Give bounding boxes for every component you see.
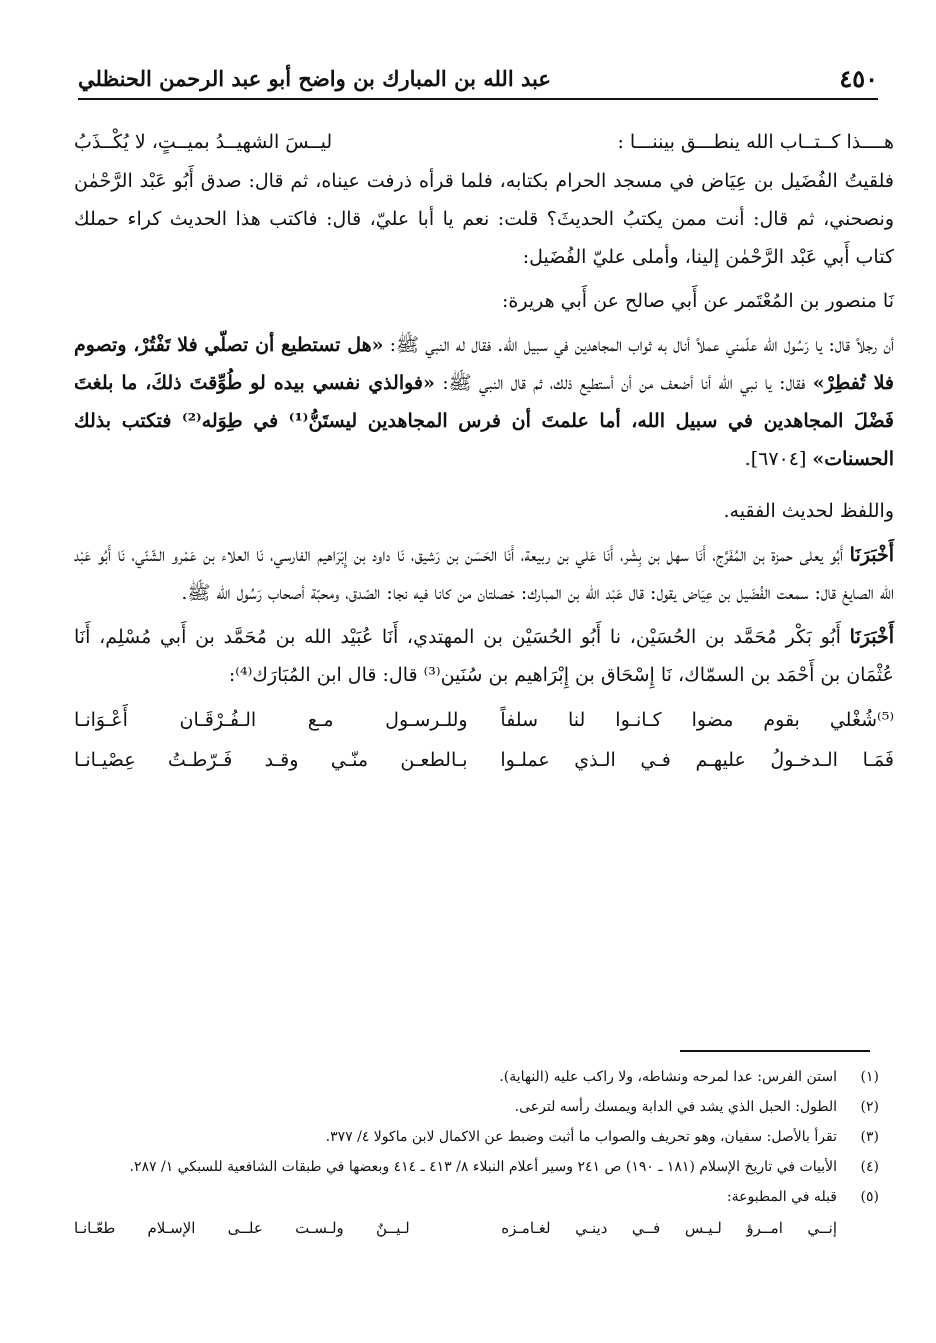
hadith-quote-1: «هل تستطيع أن تصلّي فلا تَفْتُرْ، وتصوم فلا تُفطِرْ» <box>74 334 894 394</box>
poem <box>74 700 894 780</box>
footnote-number: (٥) <box>860 1189 879 1205</box>
footnote <box>74 1092 879 1122</box>
page-number: ٤٥٠ <box>839 63 878 93</box>
paragraph-fudayl: فلقيتُ الفُضَيل بن عِيَاض في مسجد الحرام بكتابه، فلما قرأه ذرفت عيناه، ثم قال: صدق أَبُو عَبْد الرَّحْمٰن ونصحني، ثم قال: أنت ممن يكتبُ الحديثَ؟ قلت: نعم يا أبا عليّ، قال: فاكتب هذا الحديث كراء حملك كتاب أَبي عَبْد الرَّحْمٰن إلينا، وأملى عليّ الفُضَيل: <box>74 170 894 268</box>
footnote <box>74 1122 879 1152</box>
footnote-verse <box>74 1212 879 1244</box>
verse-left-hemistich: ليــسَ الشهيــدُ بميــتٍ، لا يُكْــذَبُ <box>74 131 333 153</box>
footnote-verse-left: لـيــنٌ ولـسـت علــى الإسـلام طعّـانـا <box>74 1219 410 1237</box>
poem-left-hemistich: وللـرسـول مـع الـفُـرْقَـان أَعْـوَانـا <box>74 709 468 731</box>
footnote-number: (٣) <box>860 1129 879 1145</box>
report-2-text: أَبُو بَكْر مُحَمَّد بن الحُسَيْن، نا أَبُو الحُسَيْن بن المهتدي، أَنَا عُبَيْد الله بن مُحَمَّد بن أَبي مُسْلِم، أَنَا عُثْمَان بن أَحْمَد بن السمّاك، نَا إِسْحَاق بن إِبْرَاهيم بن سُنَين⁽³⁾ قال: قال ابن المُبَارَك⁽⁴⁾: <box>74 626 894 686</box>
akhbarana-label: أَخْبَرَنَا <box>849 626 894 648</box>
footnote-number: (١) <box>860 1069 879 1085</box>
hadith-middle: فقال: يا نبي الله أنا أضعف من أن أستطيع ذلك، ثم قال النبي ﷺ: <box>434 372 813 394</box>
paragraph-report-1 <box>74 536 894 612</box>
poem-left-hemistich: بـالطعـن منّـي وقـد فَـرّطـتُ عِصْيـانـا <box>74 749 468 771</box>
paragraph-hadith <box>74 326 894 478</box>
page-header <box>78 58 878 100</box>
footnote-number: (٤) <box>860 1159 879 1175</box>
footnote-text: تقرأ بالأصل: سفيان، وهو تحريف والصواب ما أثبت وضبط عن الاكمال لابن ماكولا ٤/ ٣٧٧. <box>325 1129 837 1145</box>
verse-right-hemistich: هــــذا كــتــاب الله ينطـــق بيننـــا : <box>617 131 894 153</box>
footnote <box>74 1062 879 1092</box>
hadith-intro: أن رجلاً قال: يا رَسُول الله علّمني عملاً أنال به ثواب المجاهدين في سبيل الله. فقال له النبي ﷺ: <box>383 334 894 356</box>
hadith-quote-2: «فوالذي نفسي بيده لو طُوِّقتَ ذلكَ، ما بلغتَ فَضْلَ المجاهدين في سبيل الله، أما علمتَ أن فرس المجاهدين ليستَنُّ⁽¹⁾ في طِوَله⁽²⁾ فتكتب بذلك الحسنات» <box>74 372 895 470</box>
footnote-text: الأبيات في تاريخ الإسلام (١٨١ ـ ١٩٠) ص ٢٤١ وسير أعلام النبلاء ٨/ ٤١٣ ـ ٤١٤ وبعضها في طبقات الشافعية للسبكي ١/ ٢٨٧. <box>129 1159 837 1175</box>
poem-line <box>74 700 894 740</box>
footnote-text: استن الفرس: عدا لمرحه ونشاطه، ولا راكب عليه (النهاية). <box>499 1069 837 1085</box>
footnotes <box>74 1062 879 1244</box>
opening-verse <box>74 122 894 162</box>
hadith-reference: [٦٧٠٤]. <box>744 448 807 470</box>
footnote-number: (٢) <box>860 1099 879 1115</box>
footnote-text: قبله في المطبوعة: <box>726 1189 837 1205</box>
poem-right-hemistich: فَمَـا الـدخـولُ عليهـم فـي الـذي عملـوا <box>500 749 894 771</box>
poem-right-hemistich: ⁽⁵⁾شُغْلي بقوم مضوا كـانـوا لنا سلفاً <box>500 709 894 731</box>
poem-line <box>74 740 894 780</box>
paragraph-report-2 <box>74 618 894 694</box>
paragraph-wording-note: واللفظ لحديث الفقيه. <box>723 500 894 522</box>
paragraph-isnad: نَا منصور بن المُعْتَمر عن أَبي صالح عن أَبي هريرة: <box>502 290 894 312</box>
footnote-separator <box>680 1050 870 1052</box>
report-1-text: أَبُو يعلى حمزة بن المُفَرَّج، أَنَا سهل بن بِشْر، أَنَا عَلي بن ربيعة، أَنَا الحَسَن بن رَشيق، نَا داود بن إِبْرَاهيم الفارسي، نَا العلاء بن عَمْرو الشّنّي، نَا أَبُو عَبْد الله الصايغ قال: سمعت الفُضَيل بن عِيَاض يقول: قال عَبْد الله بن المبارك: خصلتان من كانا فيه نجا: الصّدق، ومحبّة أصحاب رَسُول الله ﷺ. <box>74 544 894 604</box>
footnote-text: الطول: الحبل الذي يشد في الدابة ويمسك رأسه لترعى. <box>514 1099 837 1115</box>
running-title: عبد الله بن المبارك بن واضح أبو عبد الرحمن الحنظلي <box>78 65 551 91</box>
footnote <box>74 1152 879 1182</box>
akhbarana-label: أَخْبَرَنَا <box>849 544 894 566</box>
main-text <box>74 122 894 780</box>
footnote <box>74 1182 879 1212</box>
footnote-verse-right: إنــي امــرؤ لـيـس فــي دينـي لغـامـزه <box>501 1219 837 1237</box>
